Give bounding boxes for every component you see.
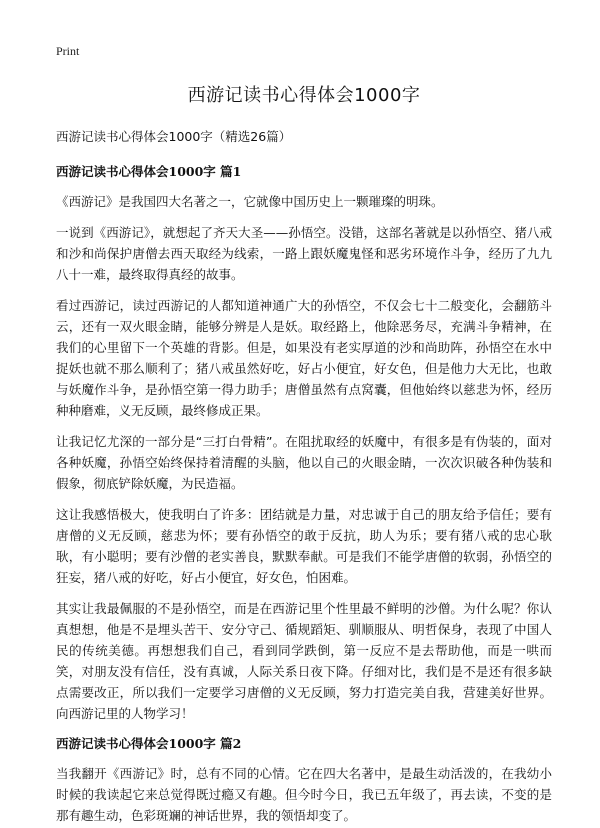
paragraph: 《西游记》是我国四大名著之一，它就像中国历史上一颗璀璨的明珠。 [56, 194, 444, 209]
paragraph: 其实让我最佩服的不是孙悟空，而是在西游记里个性里最不鲜明的沙僧。为什么呢？你认真想想，他是不是埋头苦干、安分守己、循规蹈矩、驯顺服从、明哲保身，表现了中国人民的传统美德。再想想我们自己，看到同学跌倒，第一反应不是去帮助他，而是一哄而笑，对朋友没有信任，没有真诚，人际关系日夜下降。仔细对比，我们是不是还有很多缺点需要改正，所以我们一定要学习唐僧的义无反顾，努力打造完美自我，营建美好世界。向西游记里的人物学习！ [56, 601, 552, 721]
print-link[interactable]: Print [56, 44, 80, 58]
section-2 [56, 734, 552, 826]
paragraph: 这让我感悟极大，使我明白了许多：团结就是力量，对忠诚于自己的朋友给予信任；要有唐僧的义无反顾，慈悲为怀；要有孙悟空的敢于反抗，助人为乐；要有猪八戒的忠心耿耿，有小聪明；要有沙僧的老实善良，默默奉献。可是我们不能学唐僧的软弱，孙悟空的狂妄，猪八戒的好吃，好占小便宜，好女色，怕困难。 [56, 507, 552, 585]
section-heading: 西游记读书心得体会1000字 篇2 [56, 736, 242, 751]
paragraph: 当我翻开《西游记》时，总有不同的心情。它在四大名著中，是最生动活泼的，在我幼小时候的我读起它来总觉得既过瘾又有趣。但今时今日，我已五年级了，再去读，不变的是那有趣生动，色彩斑斓的神话世界，我的领悟却变了。 [56, 766, 552, 823]
paragraph: 一说到《西游记》，就想起了齐天大圣——孙悟空。没错，这部名著就是以孙悟空、猪八戒和沙和尚保护唐僧去西天取经为线索，一路上跟妖魔鬼怪和恶劣环境作斗争，经历了九九八十一难，最终取得真经的故事。 [56, 225, 552, 282]
section-1 [56, 162, 552, 724]
paragraph: 看过西游记，读过西游记的人都知道神通广大的孙悟空，不仅会七十二般变化，会翻筋斗云，还有一双火眼金睛，能够分辨是人是妖。取经路上，他除恶务尽，充满斗争精神，在我们的心里留下一个英雄的背影。但是，如果没有老实厚道的沙和尚助阵，孙悟空在水中捉妖也就不那么顺利了；猪八戒虽然好吃，好占小便宜，好女色，但是他力大无比，也敢与妖魔作斗争，是孙悟空第一得力助手；唐僧虽然有点窝囊，但他始终以慈悲为怀，经历种种磨难，义无反顾，最终修成正果。 [56, 298, 552, 418]
document-subtitle: 西游记读书心得体会1000字（精选26篇） [56, 129, 292, 144]
paragraph: 让我记忆尤深的一部分是“三打白骨精”。在阻扰取经的妖魔中，有很多是有伪装的，面对各种妖魔，孙悟空始终保持着清醒的头脑，他以自己的火眼金睛，一次次识破各种伪装和假象，彻底铲除妖魔，为民造福。 [56, 434, 552, 491]
document-title: 西游记读书心得体会1000字 [187, 85, 421, 106]
section-heading: 西游记读书心得体会1000字 篇1 [56, 164, 242, 179]
